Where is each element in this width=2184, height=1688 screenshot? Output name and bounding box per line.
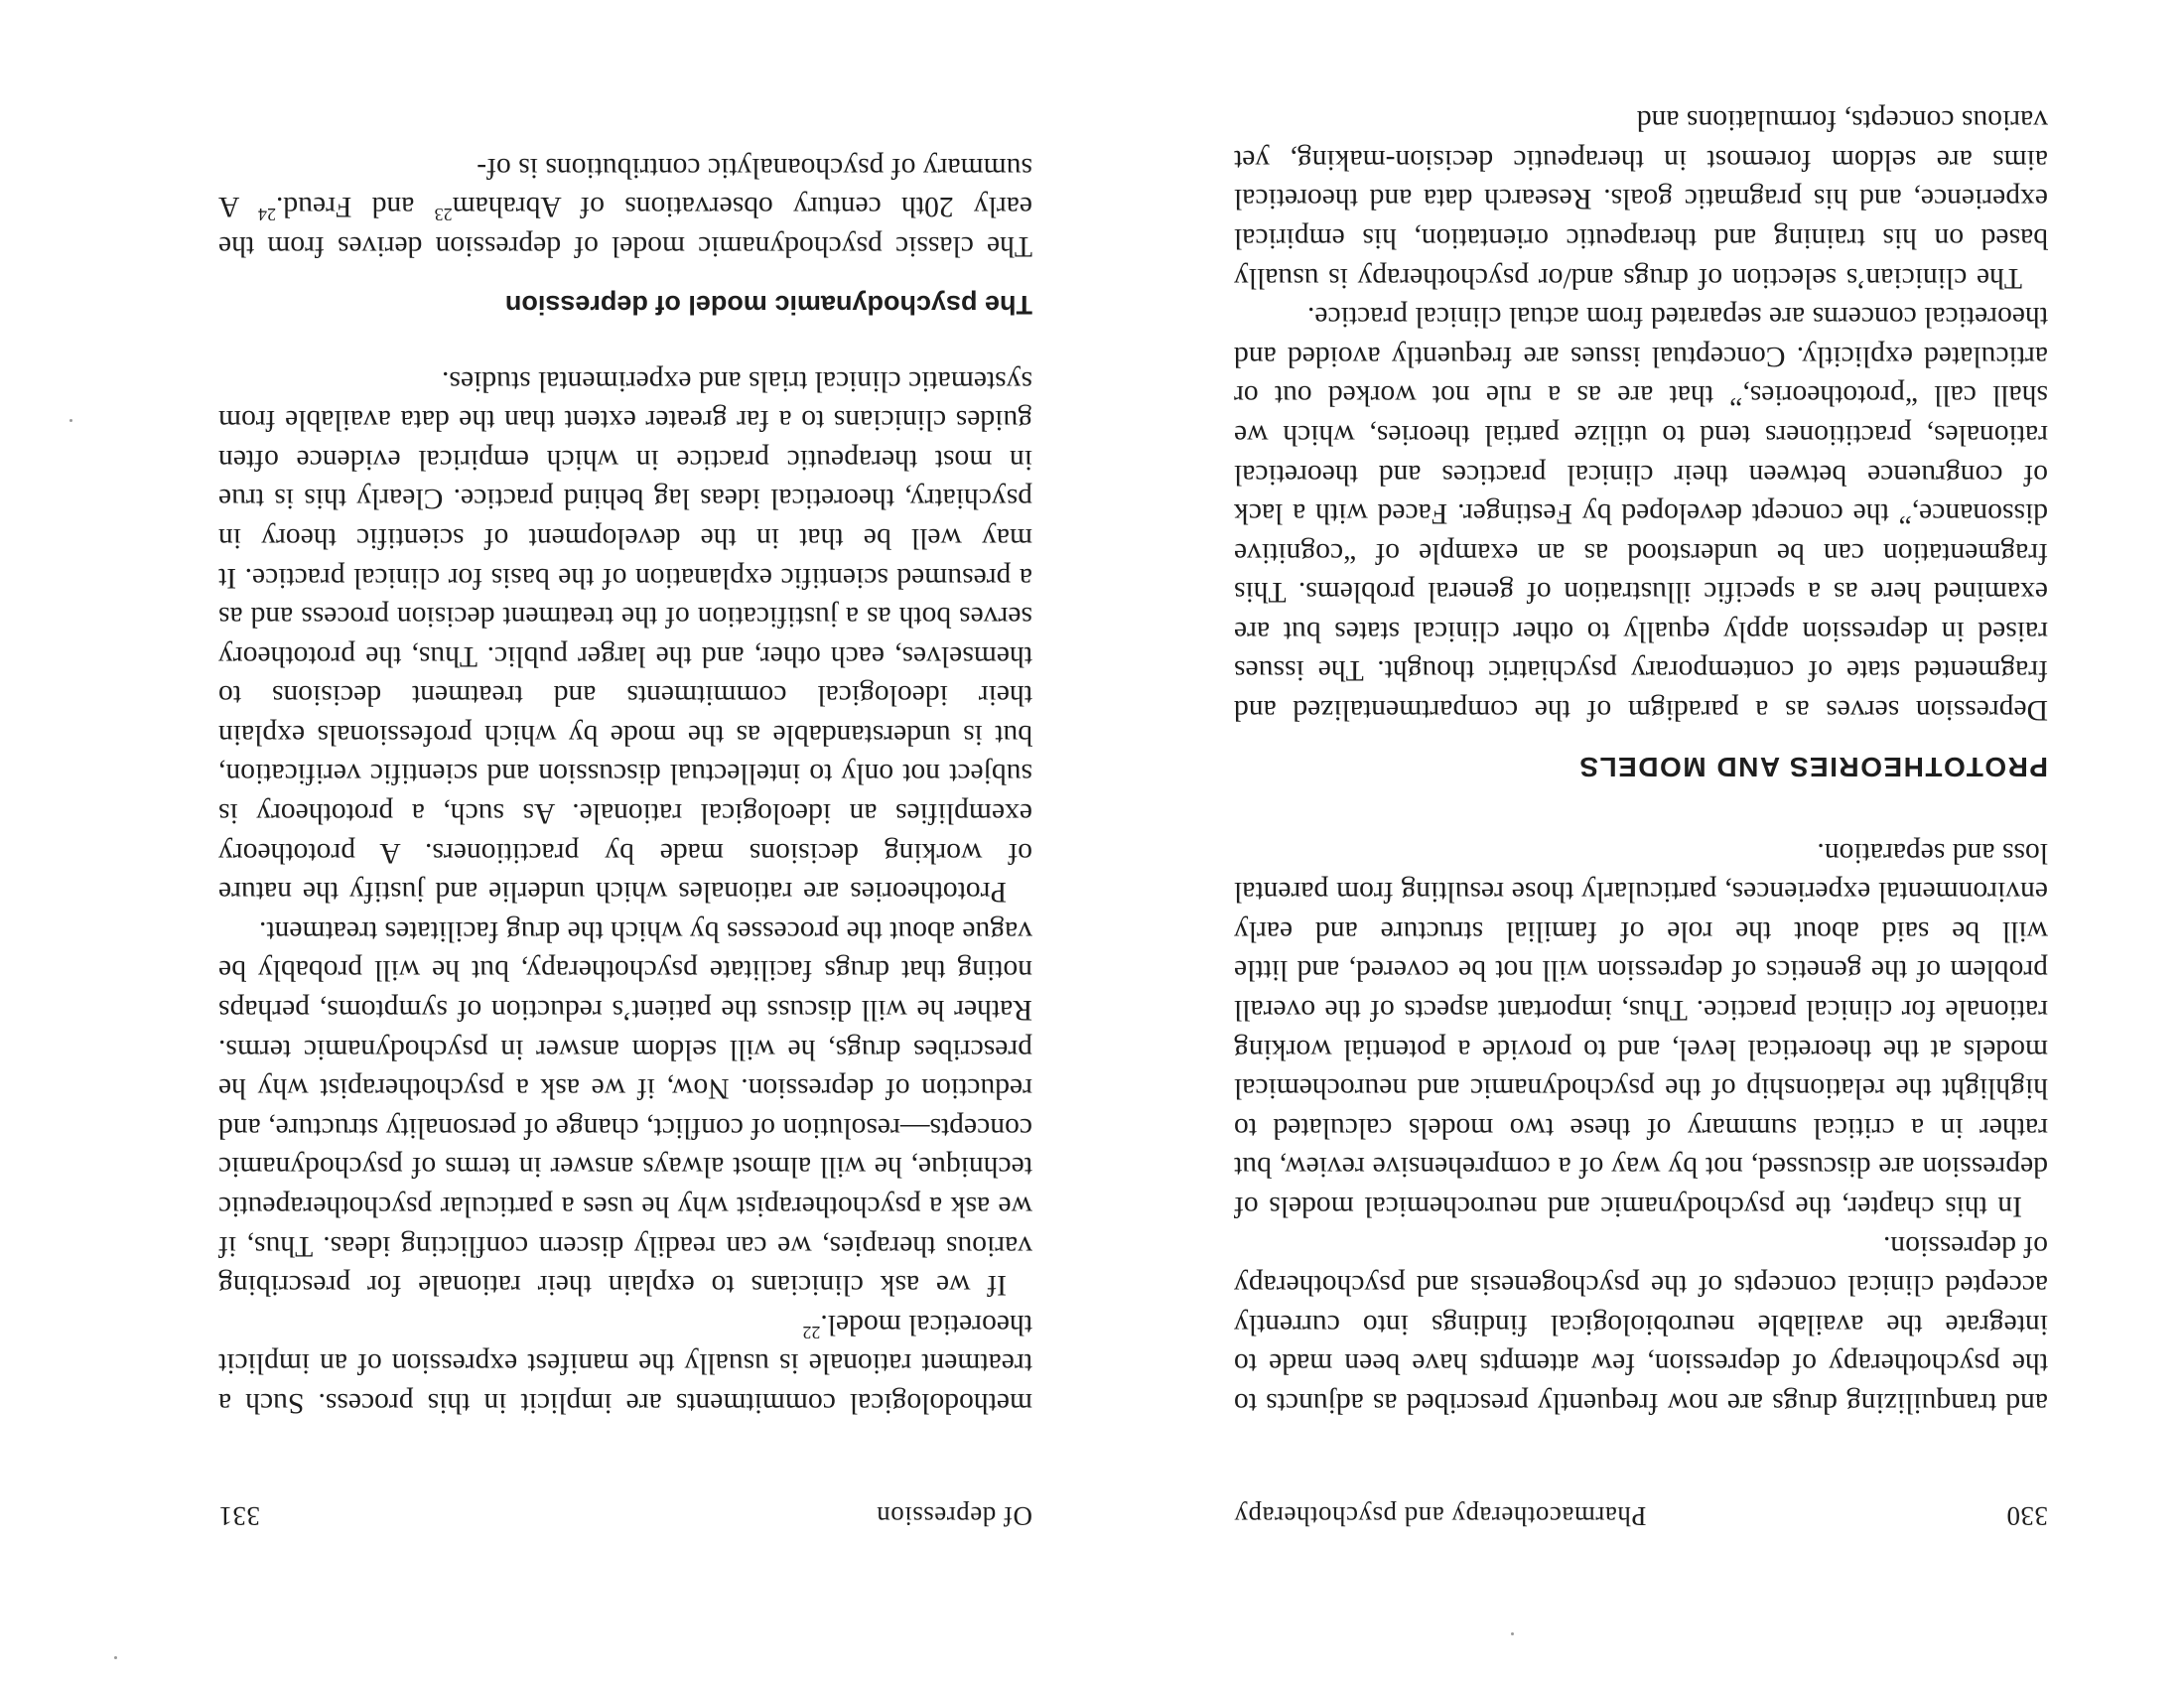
running-title: Pharmacotherapy and psychotherapy	[1234, 1501, 1647, 1531]
paragraph: In this chapter, the psychodynamic and neurochemical models of depression are discussed, not by way of a comprehensive review, but rather in a critical summary of these two models calculated to highlight the relationship of the psychodynamic and neurochemical models at the theoretical level, and to provide a potential working rationale for clinical practice. Thus, important aspects of the overall problem of the genetics of depression will not be covered, and little will be said about the role of familial structure and early environmental experiences, particularly those resulting from parental loss and separation.	[1234, 836, 2048, 1223]
paragraph: and tranquilizing drugs are now frequently prescribed as adjuncts to the psychotherapy of depression, few attempts have been made to integrate the available neurobiological findings into currently accepted clinical concepts of the psychogenesis and psychotherapy of depression.	[1234, 1229, 2048, 1419]
scan-speck	[69, 419, 72, 422]
paragraph-text: and Freud.	[275, 191, 435, 223]
paragraph-text: A summary of psychoanalytic contributions is of-	[217, 151, 1032, 223]
running-title: Of depression	[876, 1501, 1032, 1531]
page-number: 330	[2006, 1501, 2048, 1531]
paragraph-text: The classic psychodynamic model of depression derives from the early 20th century observations of Abraham	[218, 191, 1032, 262]
page-number: 331	[218, 1501, 260, 1531]
reference-mark: 24	[257, 205, 276, 225]
reference-mark: 22	[802, 1322, 821, 1342]
paragraph: The clinician’s selection of drugs and/or psychotherapy is usually based on his training and therapeutic orientation, his empirical experience, and his pragmatic goals. Research data and theoretical aims are seldom foremost in therapeutic decision-making, yet various concepts, formulations and	[1234, 104, 2048, 294]
scan-speck	[1511, 1632, 1514, 1635]
paragraph	[218, 147, 1032, 265]
paragraph: Prototheories are rationales which underlie and justify the nature of working decisions made by practitioners. A prototheory exemplifies an ideological rationale. As such, a prototheory is subject not only to intellectual discussion and scientific verification, but is understandable as the mode by which professionals explain their ideological commitments and treatment decisions to themselves, each other, and the larger public. Thus, the prototheory serves both as a justification of the treatment decision process and as a presumed scientific explanation of the basis for clinical practice. It may well be that in the development of scientific theory in psychiatry, theoretical ideas lag behind practice. Clearly this is true in most therapeutic practice in which empirical evidence often guides clinicians to a far greater extent than the data available from systematic clinical trials and experimental studies.	[218, 364, 1032, 909]
page-330	[1234, 0, 2048, 1688]
page-body	[1234, 100, 2048, 1422]
page-331	[218, 0, 1032, 1688]
running-head	[1234, 1491, 2048, 1531]
paragraph: If we ask clinicians to explain their rationale for prescribing various therapies, we can readily discern conflicting ideas. Thus, if we ask a psychotherapist why he uses a particular psychotherapeutic technique, he will almost always answer in terms of psychodynamic concepts—resolution of conflict, change of personality structure, and reduction of depression. Now, if we ask a psychotherapist why he prescribes drugs, he will seldom answer in psychodynamic terms. Rather he will discuss the patient’s reduction of symptoms, perhaps noting that drugs facilitate psychotherapy, but he will probably be vague about the processes by which the drug facilitates treatment.	[218, 914, 1032, 1302]
paragraph	[218, 1304, 1032, 1422]
running-head	[218, 1491, 1032, 1531]
section-heading: PROTOTHEORIES AND MODELS	[1577, 752, 2048, 783]
scan-speck	[114, 1656, 117, 1659]
section-heading: The psychodynamic model of depression	[504, 289, 1032, 320]
page-body	[218, 147, 1032, 1422]
paragraph: Depression serves as a paradigm of the compartmentalized and fragmented state of contemporary psychiatric thought. The issues raised in depression apply equally to other clinical states but are examined here as a specific illustration of general problems. This fragmentation can be understood as an example of “cognitive dissonance,” the concept developed by Festinger. Faced with a lack of congruence between their clinical practices and theoretical rationales, practitioners tend to utilize partial theories, which we shall call “prototheories,” that are as a rule not worked out or articulated explicitly. Conceptual issues are frequently avoided and theoretical concerns are separated from actual clinical practice.	[1234, 301, 2048, 727]
paragraph-text: methodological commitments are implicit in this process. Such a treatment rationale is usually the manifest expression of an implicit theoretical model.	[218, 1308, 1032, 1419]
reference-mark: 23	[434, 205, 453, 225]
